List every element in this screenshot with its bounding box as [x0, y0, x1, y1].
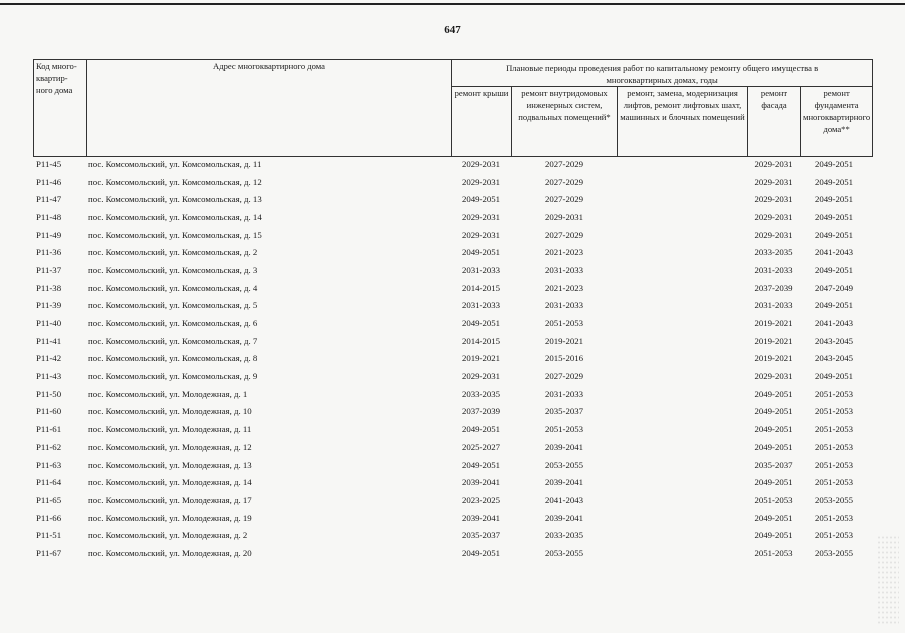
row-systems: 2021-2023: [544, 282, 584, 293]
row-facade: 2049-2051: [754, 441, 793, 452]
row-systems: 2015-2016: [544, 353, 584, 364]
row-code: Р11-37: [36, 264, 62, 275]
header-code: Код много- квартир- ного дома: [34, 60, 87, 157]
scan-noise: [877, 535, 899, 625]
row-code: Р11-63: [36, 459, 62, 470]
table-header: [33, 59, 873, 157]
row-roof: 2049-2051: [461, 459, 501, 470]
row-systems: 2039-2041: [544, 512, 584, 523]
row-systems: 2027-2029: [544, 194, 584, 205]
row-facade: 2049-2051: [754, 512, 793, 523]
row-roof: 2039-2041: [461, 477, 501, 488]
row-facade: 2049-2051: [754, 530, 793, 541]
row-foundation: 2053-2055: [814, 547, 854, 558]
row-address: пос. Комсомольский, ул. Комсомольская, д. 4: [88, 282, 258, 293]
row-systems: 2019-2021: [544, 335, 584, 346]
row-address: пос. Комсомольский, ул. Комсомольская, д. 2: [88, 247, 258, 258]
row-facade: 2049-2051: [754, 424, 793, 435]
row-roof: 2019-2021: [461, 353, 501, 364]
row-lifts: [617, 279, 747, 297]
table-row: [33, 190, 868, 208]
row-address: пос. Комсомольский, ул. Молодежная, д. 2: [88, 530, 248, 541]
row-address: пос. Комсомольский, ул. Молодежная, д. 10: [88, 406, 252, 417]
row-code: Р11-51: [36, 530, 62, 541]
row-facade: 2029-2031: [754, 229, 793, 240]
row-lifts: [617, 208, 747, 226]
row-systems: 2053-2055: [544, 459, 584, 470]
row-foundation: 2043-2045: [814, 353, 854, 364]
row-lifts: [617, 544, 747, 562]
table-row: [33, 314, 868, 332]
row-systems: 2027-2029: [544, 176, 584, 187]
row-code: Р11-45: [36, 158, 62, 169]
row-facade: 2019-2021: [754, 335, 793, 346]
row-systems: 2039-2041: [544, 477, 584, 488]
row-lifts: [617, 297, 747, 315]
row-lifts: [617, 190, 747, 208]
row-foundation: 2049-2051: [814, 176, 854, 187]
row-address: пос. Комсомольский, ул. Комсомольская, д. 7: [88, 335, 258, 346]
row-lifts: [617, 420, 747, 438]
row-foundation: 2049-2051: [814, 371, 854, 382]
row-lifts: [617, 155, 747, 173]
row-facade: 2049-2051: [754, 477, 793, 488]
row-code: Р11-48: [36, 211, 62, 222]
row-facade: 2051-2053: [754, 494, 793, 505]
row-lifts: [617, 438, 747, 456]
row-systems: 2051-2053: [544, 318, 584, 329]
table-row: [33, 297, 868, 315]
row-roof: 2033-2035: [461, 388, 501, 399]
table-row: [33, 208, 868, 226]
row-foundation: 2051-2053: [814, 406, 854, 417]
table-row: [33, 438, 868, 456]
row-facade: 2029-2031: [754, 176, 793, 187]
page-number: 647: [444, 24, 461, 36]
row-roof: 2029-2031: [461, 371, 501, 382]
row-facade: 2051-2053: [754, 547, 793, 558]
row-lifts: [617, 314, 747, 332]
top-rule: [0, 3, 905, 5]
row-facade: 2031-2033: [754, 264, 793, 275]
row-code: Р11-38: [36, 282, 62, 293]
row-foundation: 2051-2053: [814, 530, 854, 541]
row-roof: 2014-2015: [461, 282, 501, 293]
row-code: Р11-65: [36, 494, 62, 505]
row-roof: 2029-2031: [461, 176, 501, 187]
row-address: пос. Комсомольский, ул. Комсомольская, д. 14: [88, 211, 262, 222]
row-facade: 2029-2031: [754, 158, 793, 169]
row-roof: 2049-2051: [461, 318, 501, 329]
row-lifts: [617, 473, 747, 491]
row-facade: 2033-2035: [754, 247, 793, 258]
table-row: [33, 509, 868, 527]
table-row: [33, 155, 868, 173]
row-code: Р11-46: [36, 176, 62, 187]
row-facade: 2019-2021: [754, 353, 793, 364]
row-code: Р11-39: [36, 300, 62, 311]
row-code: Р11-64: [36, 477, 62, 488]
table-row: [33, 420, 868, 438]
row-code: Р11-60: [36, 406, 62, 417]
row-facade: 2031-2033: [754, 300, 793, 311]
row-roof: 2014-2015: [461, 335, 501, 346]
row-foundation: 2049-2051: [814, 194, 854, 205]
row-address: пос. Комсомольский, ул. Молодежная, д. 12: [88, 441, 252, 452]
row-code: Р11-66: [36, 512, 62, 523]
row-systems: 2027-2029: [544, 229, 584, 240]
row-systems: 2035-2037: [544, 406, 584, 417]
row-foundation: 2051-2053: [814, 424, 854, 435]
row-code: Р11-43: [36, 371, 62, 382]
row-facade: 2029-2031: [754, 211, 793, 222]
row-foundation: 2051-2053: [814, 459, 854, 470]
row-foundation: 2049-2051: [814, 158, 854, 169]
row-systems: 2021-2023: [544, 247, 584, 258]
row-facade: 2029-2031: [754, 371, 793, 382]
row-roof: 2029-2031: [461, 158, 501, 169]
row-roof: 2029-2031: [461, 211, 501, 222]
row-roof: 2049-2051: [461, 424, 501, 435]
row-lifts: [617, 226, 747, 244]
row-facade: 2049-2051: [754, 388, 793, 399]
row-roof: 2049-2051: [461, 547, 501, 558]
row-foundation: 2053-2055: [814, 494, 854, 505]
row-code: Р11-36: [36, 247, 62, 258]
row-foundation: 2041-2043: [814, 247, 854, 258]
row-code: Р11-50: [36, 388, 62, 399]
header-foundation: ремонт фундамента многоквартирного дома**: [801, 87, 873, 157]
row-systems: 2053-2055: [544, 547, 584, 558]
row-lifts: [617, 491, 747, 509]
row-roof: 2023-2025: [461, 494, 501, 505]
row-facade: 2019-2021: [754, 318, 793, 329]
row-foundation: 2049-2051: [814, 264, 854, 275]
row-address: пос. Комсомольский, ул. Комсомольская, д. 6: [88, 318, 258, 329]
row-systems: 2051-2053: [544, 424, 584, 435]
row-roof: 2031-2033: [461, 264, 501, 275]
row-lifts: [617, 173, 747, 191]
row-lifts: [617, 332, 747, 350]
row-foundation: 2051-2053: [814, 477, 854, 488]
row-facade: 2049-2051: [754, 406, 793, 417]
row-code: Р11-41: [36, 335, 62, 346]
row-lifts: [617, 403, 747, 421]
row-foundation: 2049-2051: [814, 229, 854, 240]
table-row: [33, 350, 868, 368]
row-address: пос. Комсомольский, ул. Молодежная, д. 11: [88, 424, 252, 435]
row-foundation: 2051-2053: [814, 512, 854, 523]
table-row: [33, 332, 868, 350]
row-systems: 2027-2029: [544, 158, 584, 169]
row-foundation: 2043-2045: [814, 335, 854, 346]
row-address: пос. Комсомольский, ул. Молодежная, д. 20: [88, 547, 252, 558]
row-facade: 2037-2039: [754, 282, 793, 293]
row-code: Р11-40: [36, 318, 62, 329]
row-roof: 2031-2033: [461, 300, 501, 311]
row-address: пос. Комсомольский, ул. Молодежная, д. 13: [88, 459, 252, 470]
row-address: пос. Комсомольский, ул. Комсомольская, д. 9: [88, 371, 258, 382]
row-lifts: [617, 261, 747, 279]
row-roof: 2025-2027: [461, 441, 501, 452]
table-row: [33, 279, 868, 297]
table-row: [33, 526, 868, 544]
row-systems: 2033-2035: [544, 530, 584, 541]
row-foundation: 2051-2053: [814, 441, 854, 452]
header-address: Адрес многоквартирного дома: [87, 60, 452, 157]
row-roof: 2049-2051: [461, 247, 501, 258]
row-systems: 2041-2043: [544, 494, 584, 505]
table-row: [33, 243, 868, 261]
row-roof: 2035-2037: [461, 530, 501, 541]
row-systems: 2039-2041: [544, 441, 584, 452]
row-code: Р11-62: [36, 441, 62, 452]
row-address: пос. Комсомольский, ул. Комсомольская, д. 13: [88, 194, 262, 205]
row-roof: 2039-2041: [461, 512, 501, 523]
table-row: [33, 403, 868, 421]
table-row: [33, 261, 868, 279]
row-address: пос. Комсомольский, ул. Комсомольская, д. 8: [88, 353, 258, 364]
header-periods-title: Плановые периоды проведения работ по капитальному ремонту общего имущества в многоквартирных домах, годы: [452, 60, 873, 87]
table-row: [33, 491, 868, 509]
row-foundation: 2049-2051: [814, 211, 854, 222]
row-lifts: [617, 526, 747, 544]
row-address: пос. Комсомольский, ул. Комсомольская, д. 12: [88, 176, 262, 187]
row-code: Р11-47: [36, 194, 62, 205]
row-lifts: [617, 385, 747, 403]
row-address: пос. Комсомольский, ул. Молодежная, д. 19: [88, 512, 252, 523]
row-lifts: [617, 243, 747, 261]
header-systems: ремонт внутридомовых инженерных систем, подвальных помещений*: [512, 87, 618, 157]
row-facade: 2035-2037: [754, 459, 793, 470]
table-body: [33, 155, 868, 562]
row-roof: 2029-2031: [461, 229, 501, 240]
row-lifts: [617, 367, 747, 385]
row-lifts: [617, 509, 747, 527]
header-facade: ремонт фасада: [748, 87, 801, 157]
row-foundation: 2041-2043: [814, 318, 854, 329]
row-systems: 2031-2033: [544, 300, 584, 311]
row-address: пос. Комсомольский, ул. Молодежная, д. 17: [88, 494, 252, 505]
table-row: [33, 456, 868, 474]
table-row: [33, 385, 868, 403]
row-systems: 2027-2029: [544, 371, 584, 382]
header-lifts: ремонт, замена, модернизация лифтов, ремонт лифтовых шахт, машинных и блочных помещений: [618, 87, 748, 157]
row-foundation: 2051-2053: [814, 388, 854, 399]
row-foundation: 2049-2051: [814, 300, 854, 311]
table-row: [33, 544, 868, 562]
row-lifts: [617, 456, 747, 474]
row-address: пос. Комсомольский, ул. Комсомольская, д. 15: [88, 229, 262, 240]
row-address: пос. Комсомольский, ул. Комсомольская, д. 3: [88, 264, 258, 275]
header-roof: ремонт крыши: [452, 87, 512, 157]
table-row: [33, 226, 868, 244]
row-code: Р11-49: [36, 229, 62, 240]
row-systems: 2031-2033: [544, 388, 584, 399]
row-systems: 2031-2033: [544, 264, 584, 275]
row-roof: 2037-2039: [461, 406, 501, 417]
row-code: Р11-67: [36, 547, 62, 558]
table-row: [33, 173, 868, 191]
row-roof: 2049-2051: [461, 194, 501, 205]
row-address: пос. Комсомольский, ул. Молодежная, д. 1: [88, 388, 248, 399]
table-row: [33, 473, 868, 491]
row-foundation: 2047-2049: [814, 282, 854, 293]
row-lifts: [617, 350, 747, 368]
row-address: пос. Комсомольский, ул. Комсомольская, д. 5: [88, 300, 258, 311]
row-code: Р11-42: [36, 353, 62, 364]
row-address: пос. Комсомольский, ул. Молодежная, д. 14: [88, 477, 252, 488]
row-code: Р11-61: [36, 424, 62, 435]
row-systems: 2029-2031: [544, 211, 584, 222]
table-row: [33, 367, 868, 385]
row-facade: 2029-2031: [754, 194, 793, 205]
row-address: пос. Комсомольский, ул. Комсомольская, д. 11: [88, 158, 262, 169]
